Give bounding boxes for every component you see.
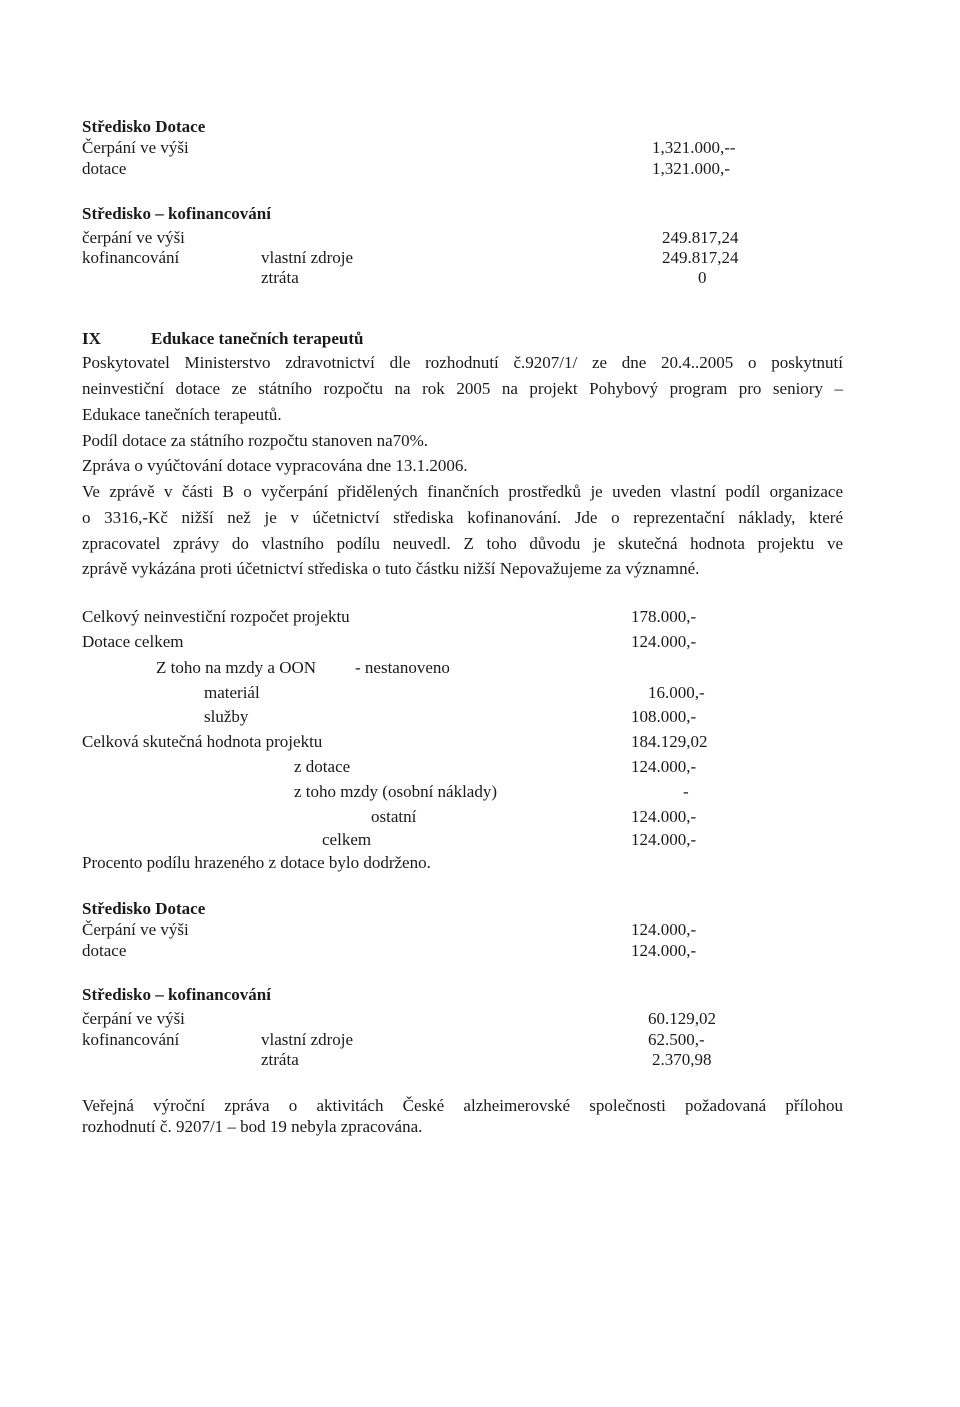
budget-actual-value: 184.129,02 [631, 732, 708, 751]
closing-line-2: rozhodnutí č. 9207/1 – bod 19 nebyla zpracována. [82, 1117, 423, 1136]
block2-row3-value: 0 [698, 268, 707, 287]
budget-mzdy-value: - nestanoveno [355, 658, 450, 677]
block4-row1-value: 60.129,02 [648, 1009, 716, 1028]
budget-ztoho-value: - [683, 782, 689, 801]
block2-row2-sub: vlastní zdroje [261, 248, 354, 267]
block2-row2-label: kofinancování [82, 248, 180, 267]
budget-mzdy-label: Z toho na mzdy a OON [156, 658, 317, 677]
block3-label-1: Čerpání ve výši [82, 920, 189, 939]
closing-line-1: Veřejná výroční zpráva o aktivitách České alzheimerovské společnosti požadovaná přílohou [82, 1096, 843, 1115]
budget-celkem-value: 124.000,- [631, 830, 697, 849]
budget-celkem-label: celkem [322, 830, 372, 849]
block1-value-2: 1,321.000,- [652, 159, 730, 178]
block4-row3-sub: ztráta [261, 1050, 299, 1069]
block3-value-1: 124.000,- [631, 920, 697, 939]
budget-zdotace-label: z dotace [294, 757, 351, 776]
block1-value-1: 1,321.000,-- [652, 138, 736, 157]
section-title: Edukace tanečních terapeutů [151, 329, 364, 348]
budget-note: Procento podílu hrazeného z dotace bylo dodrženo. [82, 853, 431, 872]
budget-ztoho-label: z toho mzdy (osobní náklady) [294, 782, 498, 801]
block1-label-1: Čerpání ve výši [82, 138, 189, 157]
block2-row3-sub: ztráta [261, 268, 299, 287]
section-line-8: zpracovatel zprávy do vlastního podílu neuvedl. Z toho důvodu je skutečná hodnota projektu ve [82, 534, 843, 553]
block2-row2-value: 249.817,24 [662, 248, 739, 267]
section-line-9: zprávě vykázána proti účetnictví střediska o tuto částku nižší Nepovažujeme za významné. [82, 559, 700, 578]
budget-ostatni-value: 124.000,- [631, 807, 697, 826]
block1-label-2: dotace [82, 159, 127, 178]
section-line-4: Podíl dotace za státního rozpočtu stanoven na70%. [82, 431, 429, 450]
section-line-7: o 3316,-Kč nižší než je v účetnictví střediska kofinanování. Jde o reprezentační náklady, které [82, 508, 843, 527]
block3-label-2: dotace [82, 941, 127, 960]
budget-material-label: materiál [204, 683, 260, 702]
block4-row1-label: čerpání ve výši [82, 1009, 185, 1028]
budget-ostatni-label: ostatní [371, 807, 417, 826]
budget-sluzby-value: 108.000,- [631, 707, 697, 726]
budget-total-label: Celkový neinvestiční rozpočet projektu [82, 607, 350, 626]
section-number: IX [82, 329, 101, 348]
section-line-3: Edukace tanečních terapeutů. [82, 405, 282, 424]
budget-total-value: 178.000,- [631, 607, 697, 626]
block4-row2-value: 62.500,- [648, 1030, 705, 1049]
budget-zdotace-value: 124.000,- [631, 757, 697, 776]
section-line-1: Poskytovatel Ministerstvo zdravotnictví dle rozhodnutí č.9207/1/ ze dne 20.4..2005 o poskytnutí [82, 353, 843, 372]
block4-heading: Středisko – kofinancování [82, 985, 271, 1004]
budget-sluzby-label: služby [204, 707, 249, 726]
section-line-2: neinvestiční dotace ze státního rozpočtu na rok 2005 na projekt Pohybový program pro seniory – [82, 379, 843, 398]
block3-value-2: 124.000,- [631, 941, 697, 960]
section-line-5: Zpráva o vyúčtování dotace vypracována dne 13.1.2006. [82, 456, 468, 475]
budget-dotace-value: 124.000,- [631, 632, 697, 651]
block1-heading: Středisko Dotace [82, 117, 206, 136]
block4-row3-value: 2.370,98 [652, 1050, 712, 1069]
budget-dotace-label: Dotace celkem [82, 632, 184, 651]
budget-actual-label: Celková skutečná hodnota projektu [82, 732, 323, 751]
block2-row1-value: 249.817,24 [662, 228, 739, 247]
budget-material-value: 16.000,- [648, 683, 705, 702]
block2-heading: Středisko – kofinancování [82, 204, 271, 223]
block2-row1-label: čerpání ve výši [82, 228, 185, 247]
block3-heading: Středisko Dotace [82, 899, 206, 918]
block4-row2-sub: vlastní zdroje [261, 1030, 354, 1049]
section-line-6: Ve zprávě v části B o vyčerpání přidělených finančních prostředků je uveden vlastní podíl organizace [82, 482, 843, 501]
block4-row2-label: kofinancování [82, 1030, 180, 1049]
